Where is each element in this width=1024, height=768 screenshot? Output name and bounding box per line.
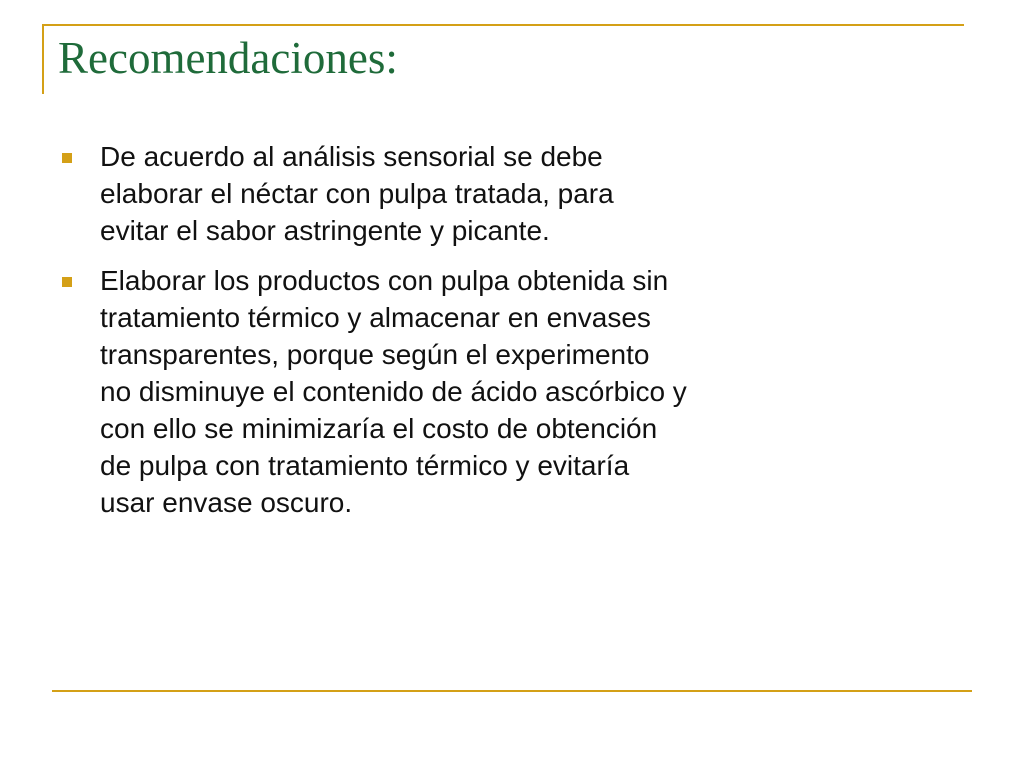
- slide-title: Recomendaciones:: [58, 33, 398, 83]
- title-frame-left-line: [42, 24, 44, 94]
- title-frame-top-line: [42, 24, 964, 26]
- bullet-item: [62, 262, 962, 521]
- bullet-item: [62, 138, 962, 249]
- bullet-text: De acuerdo al análisis sensorial se debe elaborar el néctar con pulpa tratada, para evitar el sabor astringente y picante.: [100, 141, 614, 246]
- bottom-rule-line: [52, 690, 972, 692]
- bullet-list: [62, 138, 962, 534]
- square-bullet-icon: [62, 153, 72, 163]
- square-bullet-icon: [62, 277, 72, 287]
- bullet-text: Elaborar los productos con pulpa obtenida sin tratamiento térmico y almacenar en envases transparentes, porque según el experimento no disminuye el contenido de ácido ascórbico y con ello se minimizaría el costo de obtención de pulpa con tratamiento térmico y evitaría usar envase oscuro.: [100, 265, 687, 518]
